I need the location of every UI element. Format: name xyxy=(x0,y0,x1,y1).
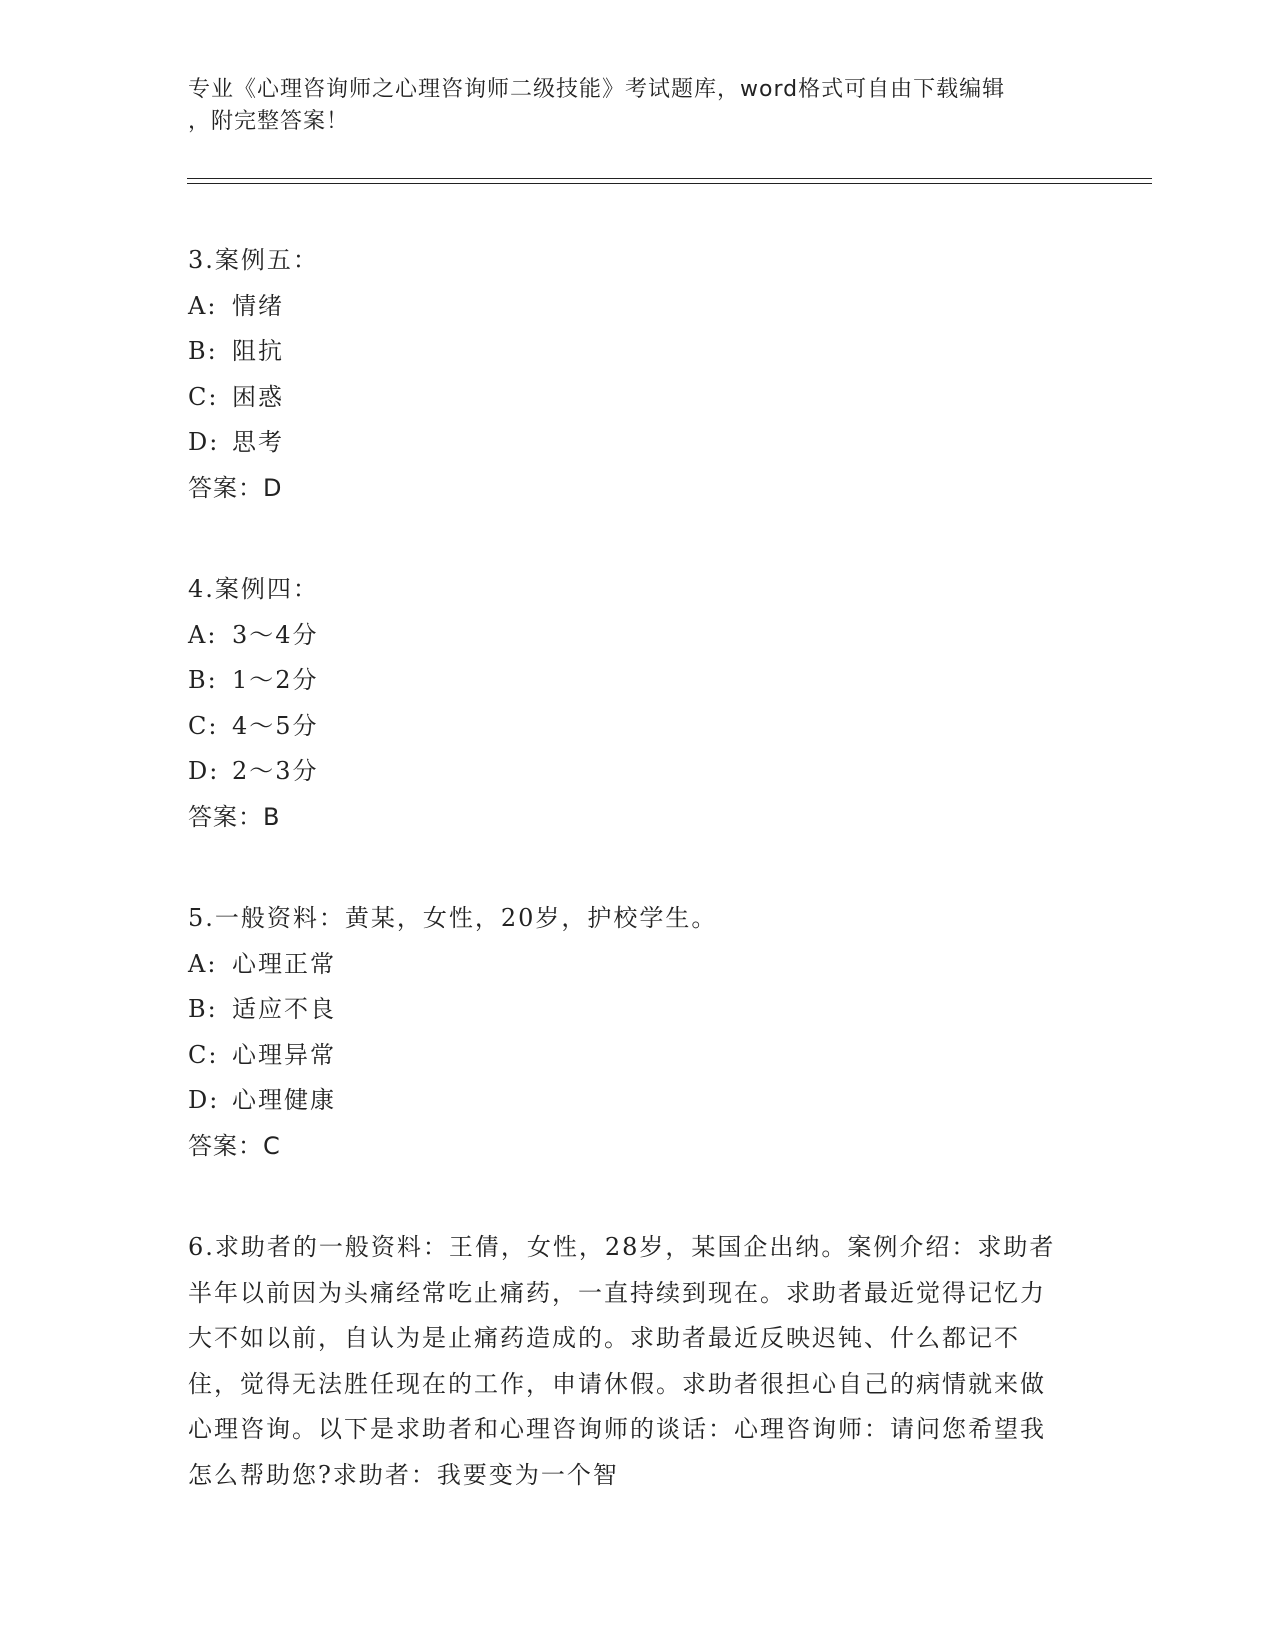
question-4 xyxy=(188,567,1088,840)
option-text: 阻抗 xyxy=(232,337,284,365)
option-letter: B: xyxy=(188,337,218,365)
option-letter: D: xyxy=(188,757,220,785)
option-text: 困惑 xyxy=(232,382,284,411)
option-letter: C: xyxy=(188,711,219,740)
option-text: 适应不良 xyxy=(232,995,336,1023)
option-text: 2～3分 xyxy=(232,757,319,785)
question-list xyxy=(188,238,1088,1554)
option-letter: D: xyxy=(188,428,220,456)
option-text: 3～4分 xyxy=(232,620,319,649)
option-text: 1～2分 xyxy=(232,666,319,694)
header-divider-bottom xyxy=(187,183,1152,184)
option-b xyxy=(188,329,1088,375)
header-divider-top xyxy=(187,178,1152,179)
question-6 xyxy=(188,1225,1088,1498)
option-a xyxy=(188,942,1088,988)
option-letter: C: xyxy=(188,382,219,411)
option-text: 情绪 xyxy=(232,291,284,320)
option-letter: A: xyxy=(188,620,218,649)
option-text: 心理正常 xyxy=(232,949,336,978)
header-line-1: 专业《心理咨询师之心理咨询师二级技能》考试题库，word格式可自由下载编辑 xyxy=(188,77,1006,102)
option-letter: A: xyxy=(188,949,218,978)
question-stem: 3.案例五： xyxy=(188,246,319,274)
option-text: 心理异常 xyxy=(232,1040,336,1069)
option-letter: B: xyxy=(188,995,218,1023)
question-stem: 5.一般资料：黄某，女性，20岁，护校学生。 xyxy=(188,904,718,932)
option-c xyxy=(188,1033,1088,1079)
option-a xyxy=(188,613,1088,659)
answer-line: 答案：D xyxy=(188,473,283,502)
option-d xyxy=(188,749,1088,795)
option-letter: A: xyxy=(188,291,218,320)
question-stem: 6.求助者的一般资料：王倩，女性，28岁，某国企出纳。案例介绍：求助者半年以前因为头痛经常吃止痛药，一直持续到现在。求助者最近觉得记忆力大不如以前，自认为是止痛药造成的。求助者最近反映迟钝、什么都记不住，觉得无法胜任现在的工作，申请休假。求助者很担心自己的病情就来做心理咨询。以下是求助者和心理咨询师的谈话：心理咨询师：请问您希望我怎么帮助您?求助者：我要变为一个智 xyxy=(188,1233,1056,1489)
option-letter: D: xyxy=(188,1086,220,1114)
question-3 xyxy=(188,238,1088,511)
question-stem: 4.案例四： xyxy=(188,575,319,603)
option-text: 思考 xyxy=(232,428,284,456)
option-text: 4～5分 xyxy=(232,711,319,740)
question-5 xyxy=(188,896,1088,1169)
option-letter: B: xyxy=(188,666,218,694)
answer-line: 答案：C xyxy=(188,1131,281,1160)
option-d xyxy=(188,1078,1088,1124)
header-line-2: ，附完整答案！ xyxy=(188,109,350,134)
answer-line: 答案：B xyxy=(188,802,281,831)
option-b xyxy=(188,987,1088,1033)
option-c xyxy=(188,375,1088,421)
option-b xyxy=(188,658,1088,704)
option-text: 心理健康 xyxy=(232,1086,336,1114)
option-letter: C: xyxy=(188,1040,219,1069)
option-d xyxy=(188,420,1088,466)
document-header xyxy=(188,74,1088,138)
option-a xyxy=(188,284,1088,330)
option-c xyxy=(188,704,1088,750)
